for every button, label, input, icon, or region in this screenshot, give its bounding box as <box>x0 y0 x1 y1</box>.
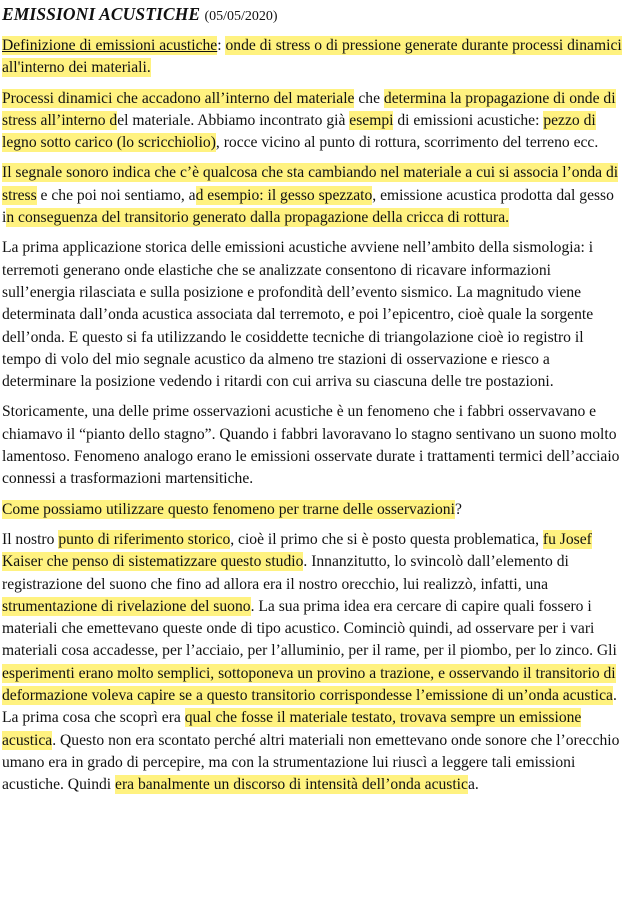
highlighted-text: Processi dinamici che accadono all’interno del materiale <box>2 89 355 107</box>
paragraph-processi <box>2 88 626 155</box>
highlighted-text: esempi <box>349 111 394 129</box>
document-body <box>2 35 626 797</box>
text-run: el materiale. Abbiamo incontrato già <box>117 111 350 129</box>
highlighted-text: strumentazione di rivelazione del suono <box>2 597 251 615</box>
highlighted-text: fu Josef Kaiser che penso di sistematizzare questo studio <box>2 530 592 571</box>
text-run: . Questo non era scontato perché altri materiali non emettevano onde sonore che l’orecchio umano era in grado di percepire, ma con la strumentazione lui riuscì a leggere tali emissioni acustiche. Quindi <box>2 731 620 794</box>
highlighted-text: n conseguenza del transitorio generato dalla propagazione della cricca di rottura. <box>6 209 510 227</box>
text-run: ? <box>454 500 462 518</box>
highlighted-text: qual che fosse il materiale testato, trovava sempre un emissione acustica <box>2 709 582 749</box>
lecture-date: (05/05/2020) <box>204 9 278 24</box>
highlighted-text: Il segnale sonoro indica che c’è qualcosa che sta cambiando nel materiale a cui si associa l’onda di stress <box>2 164 619 204</box>
text-run: Storicamente, una delle prime osservazioni acustiche è un fenomeno che i fabbri osservavano e chiamavo il “pianto dello stagno”. Quando i fabbri lavoravano lo stagno sentivano un suono molto lamentoso. Fenomeno analogo erano le emissioni osservate durate i trattamenti termici dell’acciaio connessi a trasformazioni martensitiche. <box>2 403 620 488</box>
highlighted-text: onde di stress o di pressione generate durante processi dinamici all'interno dei materiali. <box>2 37 622 77</box>
text-run: Il nostro <box>2 530 59 548</box>
highlighted-text: esperimenti erano molto semplici, sottoponeva un provino a trazione, e osservando il transitorio di deformazione voleva capire se a questo transitorio corrispondesse l’emissione di un’onda acustica <box>2 664 616 705</box>
text-run: , cioè il primo che si è posto questa problematica, <box>230 530 543 548</box>
text-run: e che poi noi sentiamo, a <box>36 186 196 204</box>
highlighted-text: determina la propagazione di onde di stress all’interno d <box>2 89 616 129</box>
highlighted-text: punto di riferimento storico <box>58 530 231 548</box>
title-line <box>2 3 626 28</box>
page-title: EMISSIONI ACUSTICHE <box>2 4 201 24</box>
text-run: La prima applicazione storica delle emissioni acustiche avviene nell’ambito della sismologia: i terremoti generano onde elastiche che se analizzate consentono di ricavare informazioni sull’energia rilasciata e sulla posizione e profondità dell’evento sismico. La magnitudo viene determinata dall’onda acustica associata dal terremoto, e poi l’epicentro, cioè quale la sorgente dell’onda. E questo si fa utilizzando le cosiddette tecniche di triangolazione cioè io registro il tempo di volo del mio segnale acustico da almeno tre stazioni di osservazione e riesco a determinare la posizione vedendo i ritardi con cui arriva su ciascuna delle tre postazioni. <box>2 239 594 391</box>
text-run: . La prima cosa che scoprì era <box>2 687 617 727</box>
text-run: . La sua prima idea era cercare di capire quali fossero i materiali che emettevano queste onde di tipo acustico. Cominciò quindi, ad osservare per i vari materiali cosa accadesse, per l’acciaio, per l’alluminio, per il rame, per il piombo, per lo zinco. Gli <box>2 597 617 660</box>
paragraph-domanda <box>2 499 626 521</box>
paragraph-sismologia <box>2 237 626 393</box>
paragraph-segnale <box>2 162 626 229</box>
text-run: che <box>354 89 384 107</box>
text-run: . Innanzitutto, lo svincolò dall’elemento di registrazione del suono che fino ad allora era il nostro orecchio, lui realizzò, infatti, una <box>2 553 569 593</box>
highlighted-text: Definizione di emissioni acustiche <box>2 37 218 54</box>
text-run: : <box>217 37 226 54</box>
text-run: a. <box>467 776 479 794</box>
paragraph-storicamente <box>2 401 626 490</box>
text-run: , emissione acustica prodotta dal gesso i <box>2 186 614 227</box>
highlighted-text: era banalmente un discorso di intensità dell’onda acustic <box>115 776 468 794</box>
highlighted-text: d esempio: il gesso spezzato <box>195 186 373 204</box>
text-run: , rocce vicino al punto di rottura, scorrimento del terreno ecc. <box>215 134 599 152</box>
paragraph-definizione <box>2 35 626 80</box>
text-run: di emissioni acustiche: <box>393 111 544 129</box>
highlighted-text: pezzo di legno sotto carico (lo scricchiolio) <box>2 111 596 152</box>
highlighted-text: Come possiamo utilizzare questo fenomeno per trarne delle osservazioni <box>2 500 455 518</box>
paragraph-kaiser <box>2 529 626 797</box>
